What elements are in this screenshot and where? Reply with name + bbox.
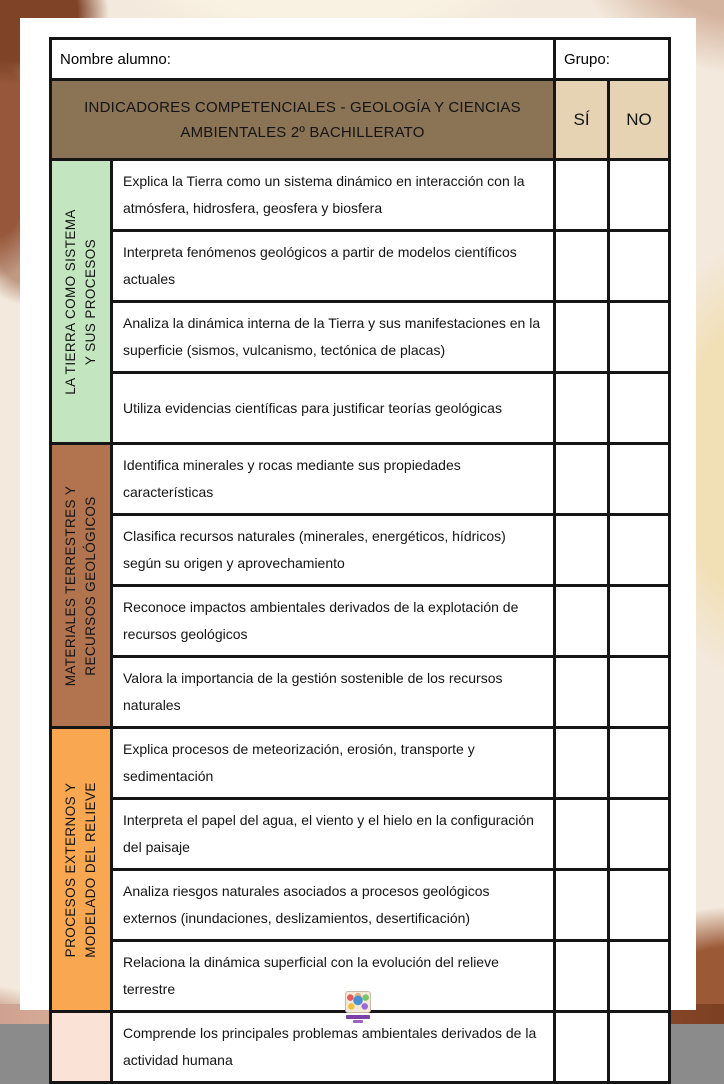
indicator-text: Analiza la dinámica interna de la Tierra y sus manifestaciones en la superficie (sismos, vulcanismo, tectónica de placas) bbox=[112, 302, 555, 373]
yes-answer-cell[interactable] bbox=[555, 231, 609, 302]
no-answer-cell[interactable] bbox=[609, 728, 670, 799]
yes-answer-cell[interactable] bbox=[555, 941, 609, 1012]
footer-logo bbox=[345, 991, 371, 1023]
yes-answer-cell[interactable] bbox=[555, 870, 609, 941]
indicator-text: Utiliza evidencias científicas para justificar teorías geológicas bbox=[112, 373, 555, 444]
mascot-logo-icon bbox=[345, 991, 371, 1013]
no-column-header: NO bbox=[609, 80, 670, 160]
section-label-line: Y SUS PROCESOS bbox=[83, 238, 98, 365]
indicator-row bbox=[51, 799, 670, 870]
yes-answer-cell[interactable] bbox=[555, 160, 609, 231]
no-answer-cell[interactable] bbox=[609, 444, 670, 515]
indicator-text: Analiza riesgos naturales asociados a procesos geológicos externos (inundaciones, deslizamientos, desertificación) bbox=[112, 870, 555, 941]
indicator-text: Clasifica recursos naturales (minerales, energéticos, hídricos) según su origen y aprovechamiento bbox=[112, 515, 555, 586]
logo-caption-decoration bbox=[346, 1015, 370, 1019]
no-answer-cell[interactable] bbox=[609, 586, 670, 657]
indicator-row bbox=[51, 231, 670, 302]
indicator-row bbox=[51, 373, 670, 444]
section-label-line: RECURSOS GEOLÓGICOS bbox=[83, 495, 98, 676]
no-answer-cell[interactable] bbox=[609, 1012, 670, 1083]
indicators-table bbox=[49, 37, 671, 1084]
yes-answer-cell[interactable] bbox=[555, 799, 609, 870]
section-label-line: LA TIERRA COMO SISTEMA bbox=[63, 208, 78, 395]
name-group-row bbox=[51, 39, 670, 80]
indicators-body bbox=[51, 160, 670, 1083]
no-answer-cell[interactable] bbox=[609, 231, 670, 302]
no-answer-cell[interactable] bbox=[609, 870, 670, 941]
indicator-text: Reconoce impactos ambientales derivados de la explotación de recursos geológicos bbox=[112, 586, 555, 657]
no-answer-cell[interactable] bbox=[609, 657, 670, 728]
indicator-row bbox=[51, 160, 670, 231]
indicator-row bbox=[51, 657, 670, 728]
indicator-text: Interpreta el papel del agua, el viento y el hielo en la configuración del paisaje bbox=[112, 799, 555, 870]
section-label-line: MATERIALES TERRESTRES Y bbox=[63, 485, 78, 686]
section-label-line: MODELADO DEL RELIEVE bbox=[83, 781, 98, 958]
yes-answer-cell[interactable] bbox=[555, 1012, 609, 1083]
yes-answer-cell[interactable] bbox=[555, 586, 609, 657]
section-label bbox=[61, 485, 101, 686]
indicator-text: Relaciona la dinámica superficial con la evolución del relieve terrestre bbox=[112, 941, 555, 1012]
indicator-text: Identifica minerales y rocas mediante sus propiedades características bbox=[112, 444, 555, 515]
yes-column-header: SÍ bbox=[555, 80, 609, 160]
yes-answer-cell[interactable] bbox=[555, 728, 609, 799]
section-label-cell bbox=[51, 728, 112, 1012]
indicator-row bbox=[51, 302, 670, 373]
student-name-field[interactable] bbox=[51, 39, 555, 80]
yes-answer-cell[interactable] bbox=[555, 302, 609, 373]
student-name-label: Nombre alumno: bbox=[60, 50, 171, 68]
section-label-cell bbox=[51, 444, 112, 728]
indicator-row bbox=[51, 586, 670, 657]
section-label bbox=[61, 782, 101, 958]
indicator-row bbox=[51, 870, 670, 941]
indicator-text: Comprende los principales problemas ambientales derivados de la actividad humana bbox=[112, 1012, 555, 1083]
indicator-row bbox=[51, 728, 670, 799]
no-answer-cell[interactable] bbox=[609, 941, 670, 1012]
yes-answer-cell[interactable] bbox=[555, 657, 609, 728]
group-label: Grupo: bbox=[564, 50, 610, 68]
indicator-text: Valora la importancia de la gestión sostenible de los recursos naturales bbox=[112, 657, 555, 728]
section-label-line: PROCESOS EXTERNOS Y bbox=[63, 782, 78, 957]
indicator-row bbox=[51, 444, 670, 515]
no-answer-cell[interactable] bbox=[609, 799, 670, 870]
indicator-row bbox=[51, 515, 670, 586]
logo-caption-decoration bbox=[353, 1020, 363, 1023]
title-row bbox=[51, 80, 670, 160]
group-field[interactable] bbox=[555, 39, 670, 80]
no-answer-cell[interactable] bbox=[609, 373, 670, 444]
indicators-head bbox=[51, 39, 670, 160]
yes-answer-cell[interactable] bbox=[555, 373, 609, 444]
section-label-cell bbox=[51, 160, 112, 444]
no-answer-cell[interactable] bbox=[609, 302, 670, 373]
yes-answer-cell[interactable] bbox=[555, 515, 609, 586]
worksheet-card bbox=[20, 18, 696, 1068]
indicator-text: Explica procesos de meteorización, erosión, transporte y sedimentación bbox=[112, 728, 555, 799]
section-label-cell bbox=[51, 1012, 112, 1083]
section-label bbox=[61, 209, 101, 395]
worksheet-title: INDICADORES COMPETENCIALES - GEOLOGÍA Y CIENCIAS AMBIENTALES 2º BACHILLERATO bbox=[51, 80, 555, 160]
yes-answer-cell[interactable] bbox=[555, 444, 609, 515]
indicator-text: Explica la Tierra como un sistema dinámico en interacción con la atmósfera, hidrosfera, geosfera y biosfera bbox=[112, 160, 555, 231]
indicator-text: Interpreta fenómenos geológicos a partir de modelos científicos actuales bbox=[112, 231, 555, 302]
no-answer-cell[interactable] bbox=[609, 515, 670, 586]
no-answer-cell[interactable] bbox=[609, 160, 670, 231]
